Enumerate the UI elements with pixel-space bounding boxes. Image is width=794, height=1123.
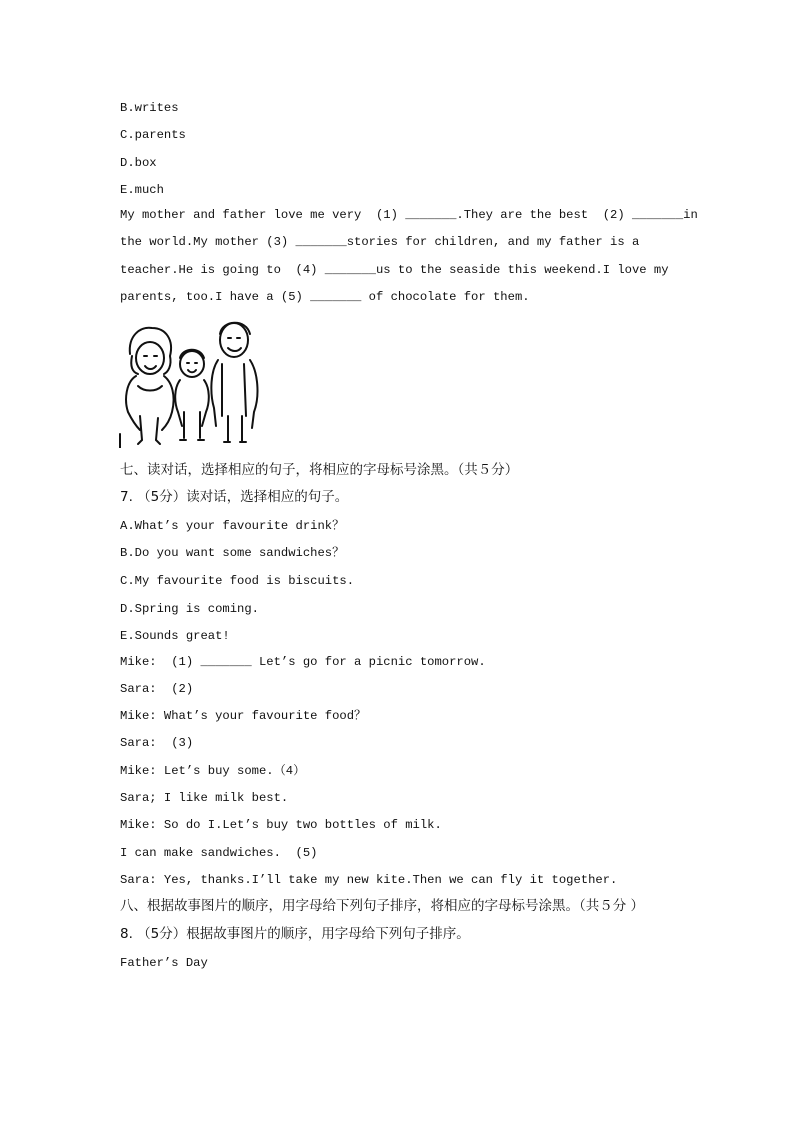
- option-d: D.Spring is coming.: [120, 602, 259, 616]
- passage-line: parents, too.I have a (5) _______ of chocolate for them.: [120, 290, 530, 304]
- passage-line: teacher.He is going to (4) _______us to the seaside this weekend.I love my: [120, 263, 669, 277]
- option-e: E.Sounds great!: [120, 629, 230, 643]
- section-heading: 七、读对话，选择相应的句子，将相应的字母标号涂黑。（共５分）: [120, 462, 519, 478]
- option-d: D.box: [120, 156, 157, 170]
- option-c: C.parents: [120, 128, 186, 142]
- question-prompt: 8. （5分）根据故事图片的顺序，用字母给下列句子排序。: [120, 926, 470, 942]
- option-b: B.writes: [120, 101, 179, 115]
- dialogue-line: Sara: Yes, thanks.I’ll take my new kite.Then we can fly it together.: [120, 873, 618, 887]
- dialogue-line: I can make sandwiches. (5): [120, 846, 318, 860]
- dialogue-line: Sara: (2): [120, 682, 194, 696]
- option-e: E.much: [120, 183, 164, 197]
- dialogue-line: Sara; I like milk best.: [120, 791, 289, 805]
- option-c: C.My favourite food is biscuits.: [120, 574, 355, 588]
- passage-line: the world.My mother (3) _______stories for children, and my father is a: [120, 235, 640, 249]
- story-title: Father’s Day: [120, 956, 208, 970]
- dialogue-line: Sara: (3): [120, 736, 194, 750]
- section-heading: 八、根据故事图片的顺序，用字母给下列句子排序，将相应的字母标号涂黑。（共５分 ）: [120, 898, 645, 914]
- passage-line: My mother and father love me very (1) _______.They are the best (2) _______in: [120, 208, 698, 222]
- option-b: B.Do you want some sandwiches？: [120, 546, 345, 560]
- option-a: A.What’s your favourite drink？: [120, 519, 345, 533]
- dialogue-line: Mike: So do I.Let’s buy two bottles of milk.: [120, 818, 442, 832]
- dialogue-line: Mike: Let’s buy some.（4）: [120, 764, 306, 778]
- dialogue-line: Mike: (1) _______ Let’s go for a picnic tomorrow.: [120, 655, 486, 669]
- family-illustration-icon: [118, 316, 262, 448]
- dialogue-line: Mike: What’s your favourite food？: [120, 709, 367, 723]
- question-prompt: 7. （5分）读对话，选择相应的句子。: [120, 489, 349, 505]
